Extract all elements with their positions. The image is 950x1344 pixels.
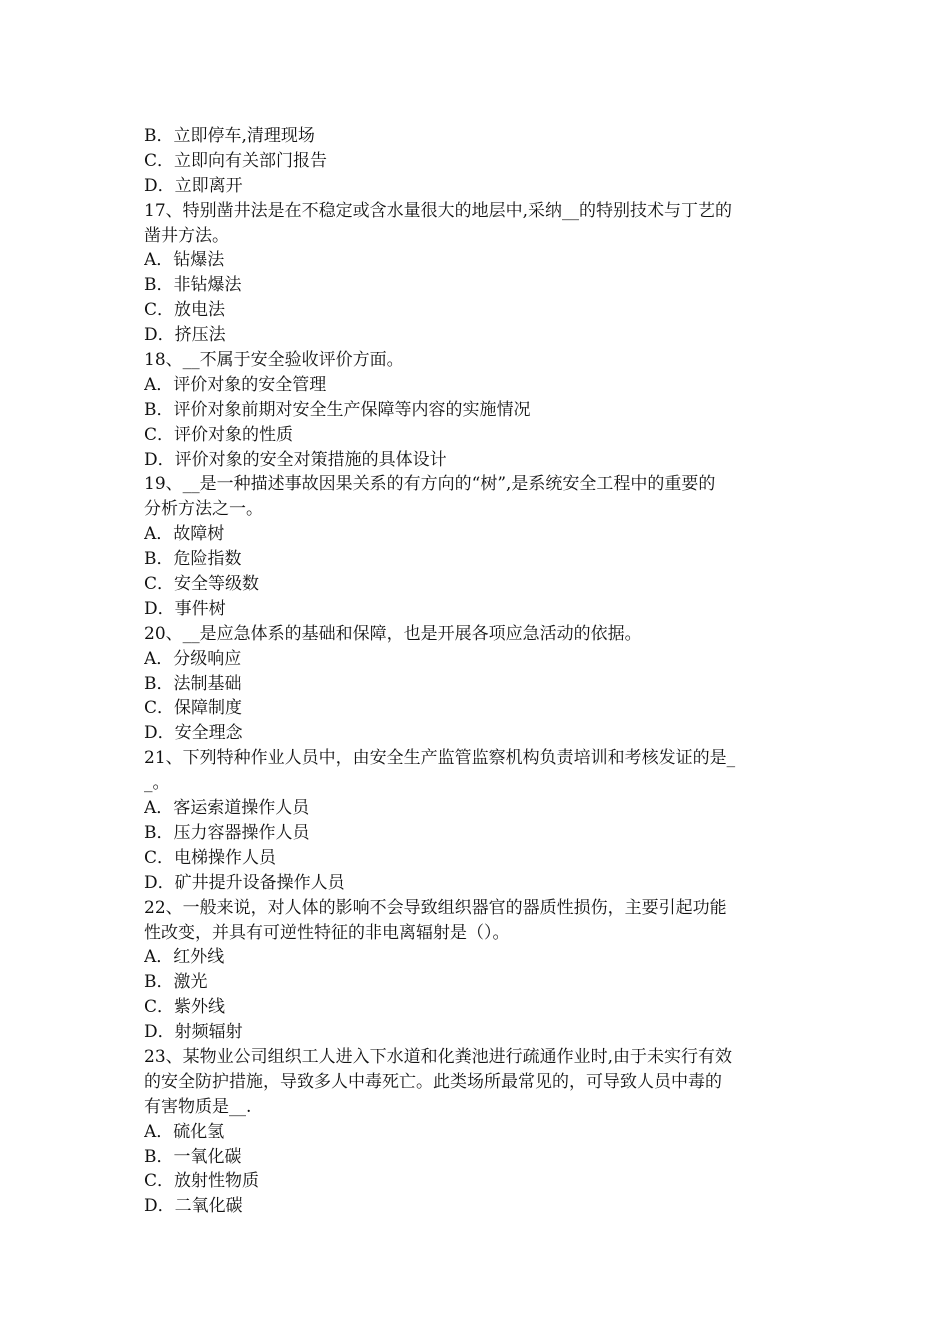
q22-option-d: D．射频辐射 — [144, 1022, 243, 1043]
question-21-text: 21、下列特种作业人员中，由安全生产监管监察机构负责培训和考核发证的是_ — [144, 748, 736, 769]
q19-option-c: C．安全等级数 — [144, 574, 260, 595]
option-b-text: B．立即停车,清理现场 — [144, 126, 315, 146]
q19-option-b: B．危险指数 — [144, 549, 242, 570]
q18-option-c: C．评价对象的性质 — [144, 424, 294, 445]
q23-option-b: B．一氧化碳 — [144, 1146, 242, 1167]
question-19-text: 19、__是一种描述事故因果关系的有方向的“树”,是系统安全工程中的重要的 — [144, 474, 716, 495]
question-22-text-cont: 性改变，并具有可逆性特征的非电离辐射是（）。 — [144, 922, 510, 943]
q20-option-b: B．法制基础 — [144, 673, 242, 694]
q18-option-a: A．评价对象的安全管理 — [144, 374, 327, 395]
q20-option-a: A．分级响应 — [144, 648, 242, 669]
question-20-text: 20、__是应急体系的基础和保障，也是开展各项应急活动的依据。 — [144, 623, 642, 644]
q18-option-d: D．评价对象的安全对策措施的具体设计 — [144, 449, 447, 470]
q19-option-a: A．故障树 — [144, 524, 225, 545]
q17-option-b: B．非钻爆法 — [144, 275, 242, 296]
q19-option-d: D．事件树 — [144, 598, 226, 619]
q17-option-a: A．钻爆法 — [144, 250, 225, 271]
question-19-text-cont: 分析方法之一。 — [144, 499, 263, 520]
document-page — [144, 124, 809, 1219]
question-23-text: 23、某物业公司组织工人进入下水道和化粪池进行疏通作业时,由于未实行有效 — [144, 1046, 733, 1067]
question-23-text-cont: 的安全防护措施，导致多人中毒死亡。此类场所最常见的，可导致人员中毒的 — [144, 1071, 722, 1092]
option-d-text: D．立即离开 — [144, 175, 243, 196]
q22-option-b: B．激光 — [144, 972, 208, 993]
q18-option-b: B．评价对象前期对安全生产保障等内容的实施情况 — [144, 399, 531, 420]
q23-option-d: D．二氧化碳 — [144, 1196, 243, 1217]
question-23-text-cont-2: 有害物质是__. — [144, 1096, 252, 1117]
q20-option-c: C．保障制度 — [144, 698, 243, 719]
q17-option-c: C．放电法 — [144, 300, 226, 321]
q21-option-b: B．压力容器操作人员 — [144, 822, 310, 843]
q23-option-a: A．硫化氢 — [144, 1121, 225, 1142]
q21-option-d: D．矿井提升设备操作人员 — [144, 872, 345, 893]
q20-option-d: D．安全理念 — [144, 723, 243, 744]
question-18-text: 18、__不属于安全验收评价方面。 — [144, 350, 404, 371]
q17-option-d: D．挤压法 — [144, 325, 226, 346]
option-c-text: C．立即向有关部门报告 — [144, 150, 328, 171]
question-17-text: 17、特别凿井法是在不稳定或含水量很大的地层中,采纳__的特别技术与丁艺的 — [144, 200, 733, 221]
q21-option-c: C．电梯操作人员 — [144, 847, 277, 868]
q23-option-c: C．放射性物质 — [144, 1171, 260, 1192]
question-22-text: 22、一般来说，对人体的影响不会导致组织器官的器质性损伤，主要引起功能 — [144, 897, 727, 918]
question-17-text-cont: 凿井方法。 — [144, 225, 229, 246]
q21-option-a: A．客运索道操作人员 — [144, 798, 310, 819]
q22-option-a: A．红外线 — [144, 947, 225, 968]
q22-option-c: C．紫外线 — [144, 997, 226, 1018]
question-21-text-cont: _。 — [144, 773, 170, 794]
